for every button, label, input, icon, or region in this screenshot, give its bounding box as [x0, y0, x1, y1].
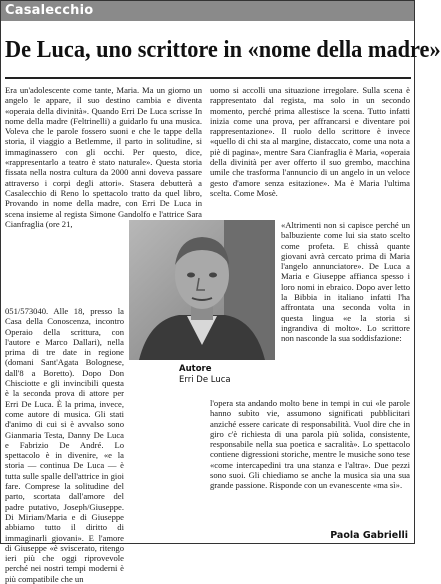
article-column-right-bottom [210, 398, 410, 524]
article-column-left-bottom [5, 306, 124, 584]
article-text-left: Era un'adolescente come tante, Maria. Ma un giorno un angelo le appare, il suo destino cambia e diventa «operaia della divinità». Quando Erri De Luca scrisse In nome della madre (Feltrinelli) a guidarlo fu una musica. Voleva che le parole fossero suoni e che le tappe della storia, il viaggio a Betlemme, il parto in solitudine, si immaginassero con gli occhi. Per questo, dice, «rappresentarlo a teatro è stato naturale». Questa storia fissata nella nostra cultura da 2000 anni doveva passare attraverso i corpi degli attori». Stasera debutterà a Casalecchio di Reno lo spettacolo tratto da quel libro, Provando in nome della madre, con Erri De Luca in scena insieme al regista Simone Gandolfo e l'attrice Sara Cianfraglia (ore 21, [5, 85, 202, 229]
headline: De Luca, uno scrittore in «nome della madre» [5, 37, 441, 63]
caption-label: Autore [179, 364, 212, 374]
caption-name: Erri De Luca [179, 375, 231, 385]
article-text-right-top: uomo si accolli una situazione irregolare. Sulla scena è rappresentato dal regista, ma solo in un secondo momento, perché prima allestisce la scena. Tutto infatti inizia come una prova, per affrancarsi e diventare poi rappresentazione». Il ruolo dello scrittore è invece «quello di chi sta al margine, distaccato, come una nota a piè di pagina», mentre Sara Cianfraglia è Maria, «operaia della divinità per aver offerto il suo grembo, macchina umile che trasforma l'annuncio di un angelo in un veloce gesto d'amore senza esitazione». Ma è Maria l'ultima scelta. Come Mosè. [210, 85, 410, 198]
author-photo [129, 220, 275, 360]
photo-caption [179, 364, 275, 386]
headline-rule [5, 77, 411, 79]
article-column-right-top [210, 85, 410, 220]
author-portrait-image [129, 220, 275, 360]
section-bar [1, 1, 414, 21]
article-text-right-bottom: l'opera sta andando molto bene in tempi in cui «le parole hanno subìto vie, assumono significati pubblicitari anziché essere caricate di responsabilità. Vuol dire che in giro c'è richiesta di una parola più solida, consistente, responsabile nella sua poetica e sacralità». Lo spettacolo contiene digressioni storiche, mentre le musiche sono tese «come intercapedini tra una stanza e l'altra». Due pezzi sono suoi. Gli chiediamo se anche la musica sia una sua grande passione. Risponde con un evanescente «ma sì». [210, 398, 410, 491]
article-text-left-bottom: 051/573040. Alle 18, presso la Casa della Conoscenza, incontro Operaio della scrittura, con l'autore e Marco Dallari), nella prima di tre date in regione (domani Sant'Agata Bolognese, dall'8 a Boretto). Dopo Don Chisciotte e gli invincibili questa è la seconda prova di attore per Erri De Luca. È la prima, invece, come autore di musica. Gli stati d'animo di cui si è avvalso sono Gianmaria Testa, Danny De Luca e Fabrizio De André. Lo spettacolo è in divenire, «e la storia — continua De Luca — è tutta sulle spalle dell'attrice in gioi fare. Comprese la solitudine del parto, scortata dall'amore del padre putativo, Joseph/Giuseppe. Di Miriam/Maria e di Giuseppe abbiamo tutto il diritto di immaginarli giovani». E l'amore di Giuseppe «è sviscerato, ritengo ieri più che oggi riprovevole perché nei nostri tempi moderni è più compatibile che un [5, 306, 124, 584]
article-text-right-mid: «Altrimenti non si capisce perché un balbuziente come lui sia stato scelto come profeta. E chissà quante giovani avrà cercato prima di Maria l'angelo annunciatore». De Luca a Maria e Giuseppe affianca spesso i loro nomi in ebraico. Dopo aver letto la Bibbia in italiano infatti l'ha affrontata una seconda volta in questa lingua «e la storia si ingrandiva di molto». Lo scrittore non nasconde la sua soddisfazione: [281, 220, 410, 344]
section-title: Casalecchio [5, 3, 94, 18]
byline: Paola Gabrielli [330, 530, 408, 541]
article-column-right-mid [281, 220, 410, 396]
